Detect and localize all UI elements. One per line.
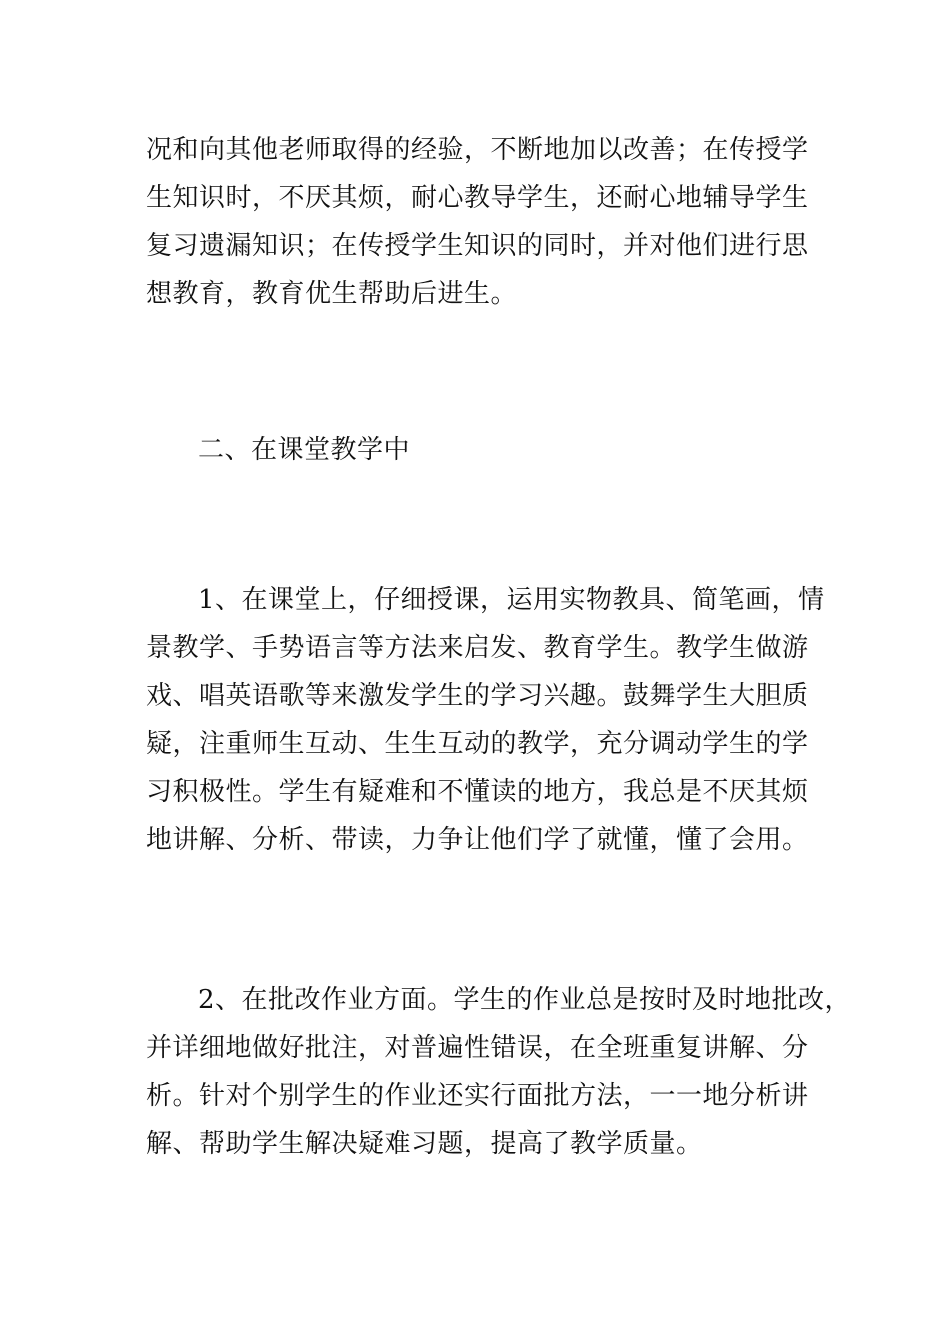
paragraph-line: 生知识时，不厌其烦，耐心教导学生，还耐心地辅导学生 bbox=[146, 183, 809, 213]
paragraph-line: 疑，注重师生互动、生生互动的教学，充分调动学生的学 bbox=[146, 729, 809, 759]
paragraph-line: 2、在批改作业方面。学生的作业总是按时及时地批改， bbox=[198, 985, 852, 1015]
paragraph-continued bbox=[146, 126, 816, 318]
paragraph-line: 并详细地做好批注，对普遍性错误，在全班重复讲解、分 bbox=[146, 1033, 809, 1063]
paragraph-line: 析。针对个别学生的作业还实行面批方法，一一地分析讲 bbox=[146, 1081, 809, 1111]
paragraph-line: 况和向其他老师取得的经验，不断地加以改善；在传授学 bbox=[146, 135, 809, 165]
paragraph-line: 复习遗漏知识；在传授学生知识的同时，并对他们进行思 bbox=[146, 231, 809, 261]
section-heading bbox=[146, 426, 816, 474]
paragraph-line: 景教学、手势语言等方法来启发、教育学生。教学生做游 bbox=[146, 633, 809, 663]
paragraph-line: 解、帮助学生解决疑难习题，提高了教学质量。 bbox=[146, 1129, 703, 1159]
paragraph-item-2 bbox=[146, 976, 852, 1168]
section-heading-text: 二、在课堂教学中 bbox=[198, 435, 411, 465]
paragraph-line: 1、在课堂上，仔细授课，运用实物教具、简笔画，情 bbox=[198, 585, 825, 615]
paragraph-line: 想教育，教育优生帮助后进生。 bbox=[146, 279, 518, 309]
paragraph-line: 习积极性。学生有疑难和不懂读的地方，我总是不厌其烦 bbox=[146, 777, 809, 807]
paragraph-line: 戏、唱英语歌等来激发学生的学习兴趣。鼓舞学生大胆质 bbox=[146, 681, 809, 711]
paragraph-line: 地讲解、分析、带读，力争让他们学了就懂，懂了会用。 bbox=[146, 825, 809, 855]
paragraph-item-1 bbox=[146, 576, 825, 864]
